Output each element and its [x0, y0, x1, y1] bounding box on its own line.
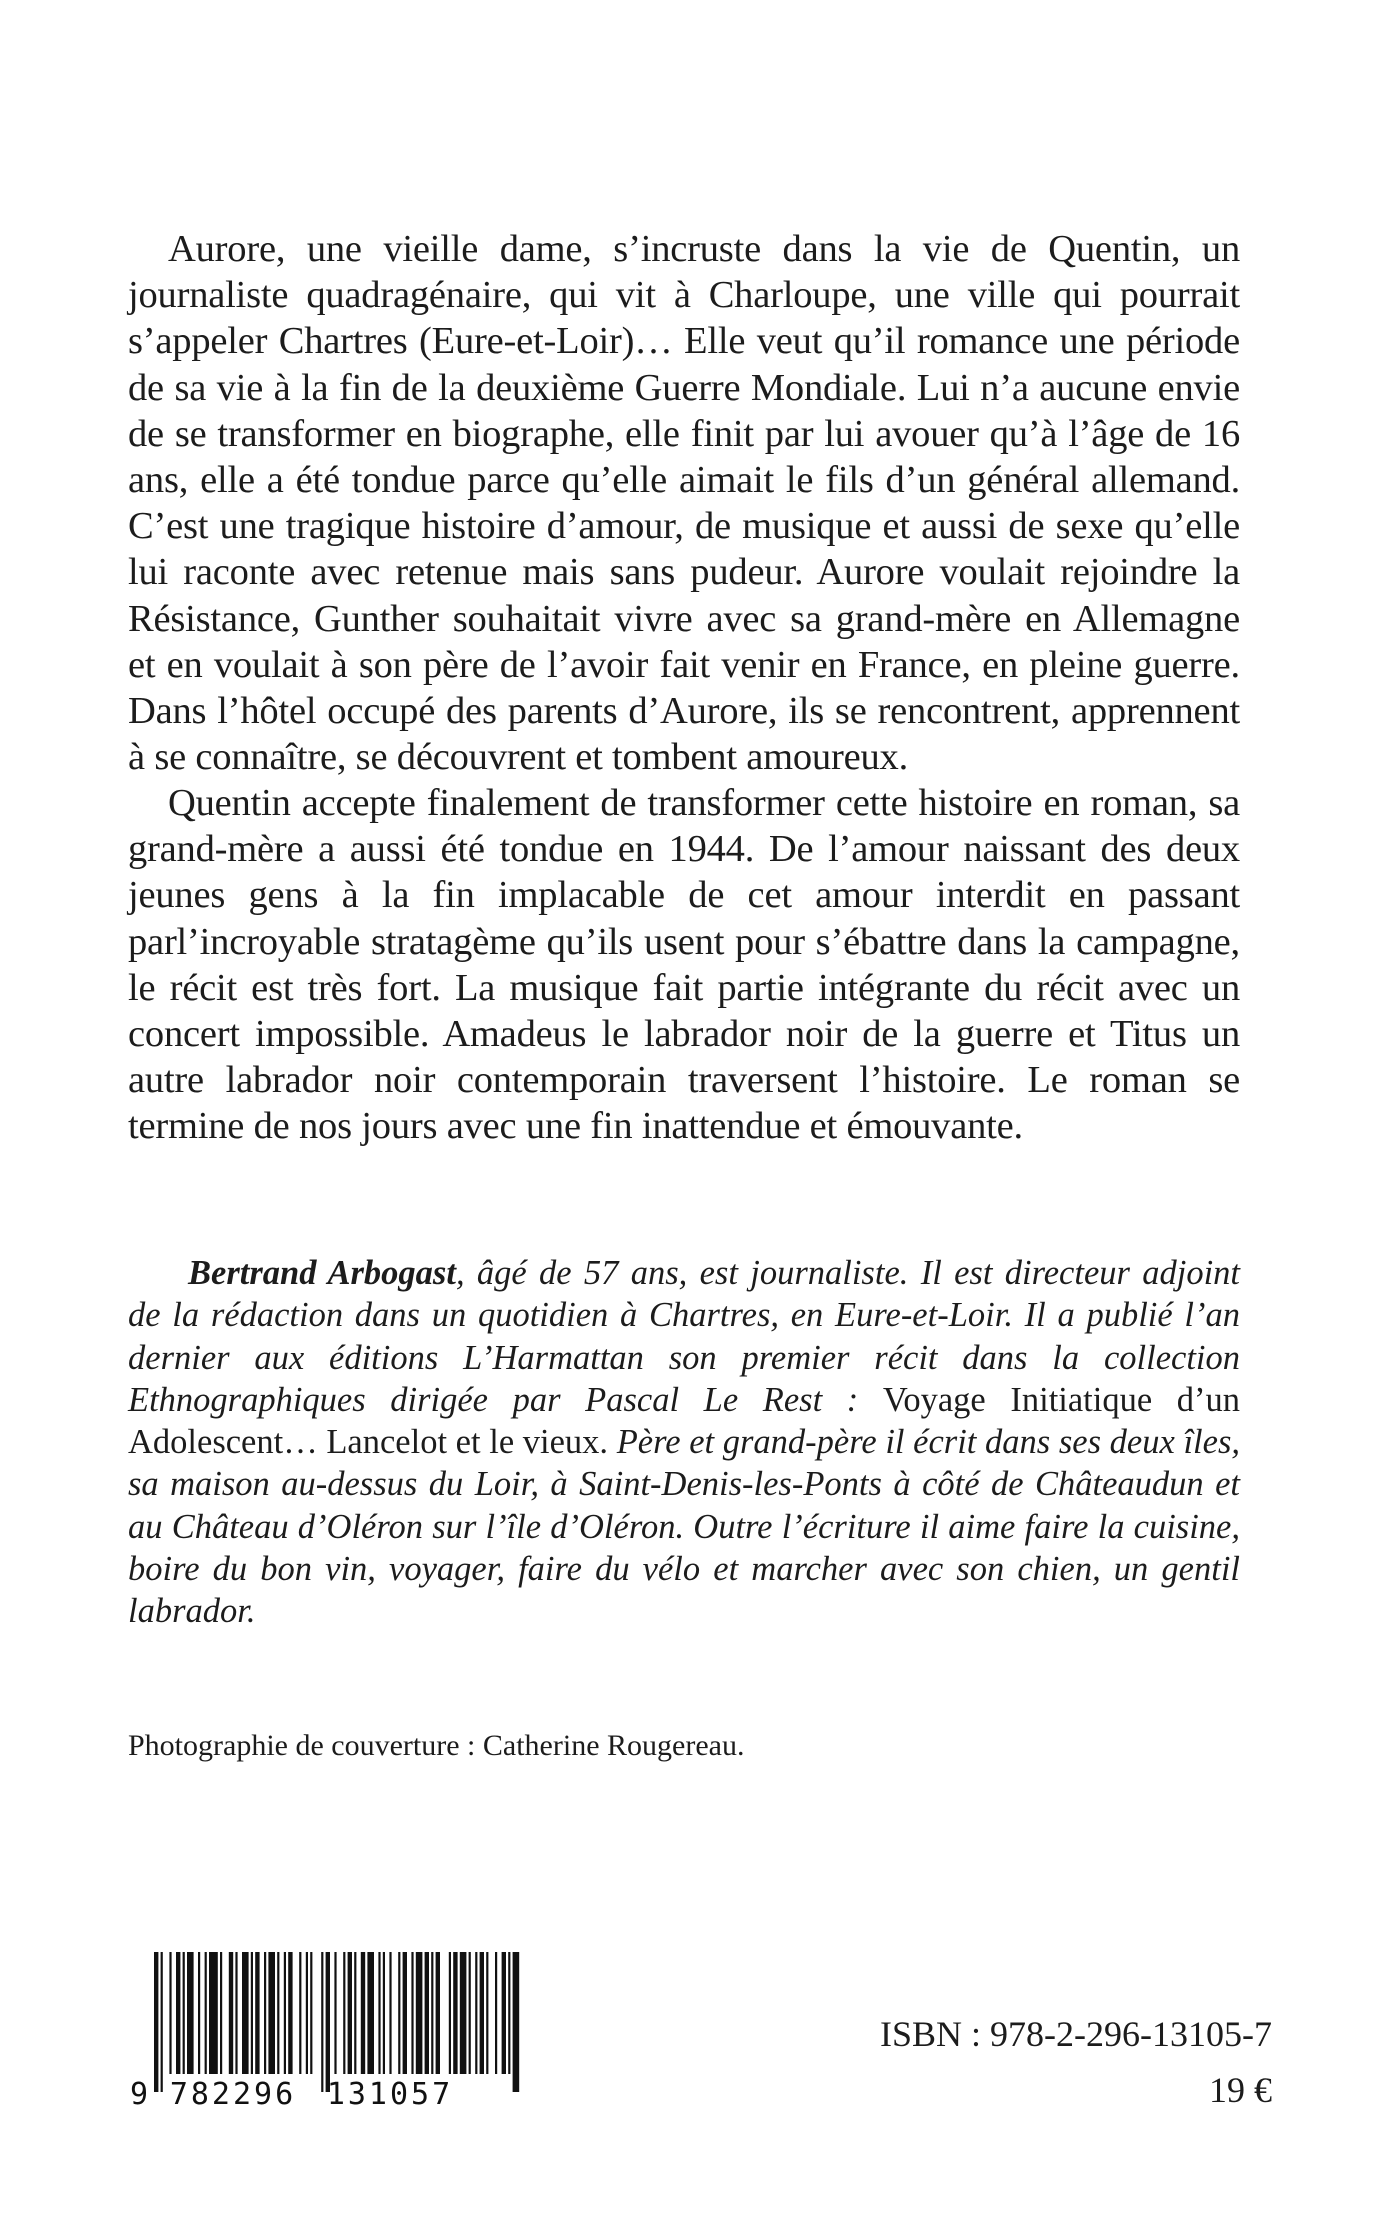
barcode-bar	[513, 1952, 520, 2092]
barcode-bar	[334, 1952, 336, 2074]
photo-credit: Photographie de couverture : Catherine Rougereau.	[128, 1729, 745, 1762]
barcode-bar	[403, 1952, 407, 2074]
barcode-bar	[480, 1952, 484, 2074]
barcode-digits-right: 131057	[326, 2077, 454, 2108]
barcode-bar	[343, 1952, 345, 2074]
barcode-bar	[495, 1952, 497, 2074]
isbn-barcode	[128, 1948, 524, 2108]
barcode-bar	[306, 1952, 308, 2074]
barcode-bar	[176, 1952, 180, 2074]
author-bio-text-2: Père et grand-père il écrit dans ses deux îles, sa maison au-dessus du Loir, à Saint-Denis-les-Ponts à côté de Châteaudun et au Château d’Oléron sur l’île d’Oléron. Outre l’écriture il aime faire la cuisine, boire du bon vin, voyager, faire du vélo et marcher avec son chien, un gentil labrador.	[128, 1423, 1240, 1631]
barcode-bar	[389, 1952, 391, 2074]
isbn-number: ISBN : 978-2-296-13105-7	[880, 2014, 1272, 2054]
barcode-bar	[255, 1952, 259, 2074]
summary-paragraph-1: Aurore, une vieille dame, s’incruste dans la vie de Quentin, un journaliste quadragénaire, qui vit à Charloupe, une ville qui pourrait s’appeler Chartres (Eure-et-Loir)… Elle veut qu’il romance une période de sa vie à la fin de la deuxième Guerre Mondiale. Lui n’a aucune envie de se transformer en biographe, elle finit par lui avouer qu’à l’âge de 16 ans, elle a été tondue parce qu’elle aimait le fils d’un général allemand. C’est une tragique histoire d’amour, de musique et aussi de sexe qu’elle lui raconte avec retenue mais sans pudeur. Aurore voulait rejoindre la Résistance, Gunther souhaitait vivre avec sa grand-mère en Allemagne et en voulait à son père de l’avoir fait venir en France, en pleine guerre. Dans l’hôtel occupé des parents d’Aurore, ils se rencontrent, apprennent à se connaître, se découvrent et tombent amoureux.	[128, 228, 1240, 779]
barcode-bar	[460, 1952, 467, 2074]
barcode-bar	[187, 1952, 194, 2074]
barcode-bar	[431, 1952, 433, 2074]
barcode-bar	[378, 1952, 380, 2074]
barcode-bar	[354, 1952, 356, 2074]
author-name: Bertrand Arbogast	[188, 1254, 456, 1292]
previous-book-title: Voyage Initiatique d’un Adolescent… Lancelot et le vieux.	[128, 1380, 1241, 1462]
barcode-bar	[284, 1952, 286, 2074]
barcode-bar	[502, 1952, 506, 2074]
barcode-bar	[326, 1952, 330, 2092]
barcode-bar	[242, 1952, 249, 2074]
barcode-bar	[310, 1952, 312, 2074]
barcode-bar	[154, 1952, 158, 2092]
barcode-bar	[161, 1952, 163, 2092]
summary-paragraph-2: Quentin accepte finalement de transformer cette histoire en roman, sa grand-mère a aussi été tondue en 1944. De l’amour naissant des deux jeunes gens à la fin implacable de cet amour interdit en passant parl’incroyable stratagème qu’ils usent pour s’ébattre dans la campagne, le récit est très fort. La musique fait partie intégrante du récit avec un concert impossible. Amadeus le labrador noir de la guerre et Titus un autre labrador noir contemporain traversent l’histoire. Le roman se termine de nos jours avec une fin inattendue et émouvante.	[128, 782, 1240, 1148]
barcode-bar	[220, 1952, 222, 2074]
barcode-bar	[453, 1952, 457, 2074]
barcode-bar	[205, 1952, 207, 2074]
barcode-digit-lead: 9	[130, 2077, 149, 2108]
barcode-bar	[299, 1952, 301, 2074]
barcode-bar	[361, 1952, 365, 2074]
barcode-bar	[425, 1952, 429, 2074]
barcode-bar	[277, 1952, 279, 2074]
barcode-bar	[229, 1952, 233, 2074]
barcode-bar	[475, 1952, 477, 2074]
barcode-bar	[416, 1952, 423, 2074]
barcode-bar	[321, 1952, 323, 2092]
barcode-bar	[469, 1952, 471, 2074]
barcode-bar	[264, 1952, 266, 2074]
author-bio	[128, 1252, 1240, 1633]
barcode-bar	[449, 1952, 451, 2074]
barcode-bar	[169, 1952, 171, 2074]
price: 19 €	[1209, 2070, 1272, 2110]
barcode-bar	[436, 1952, 440, 2074]
barcode-bar	[209, 1952, 218, 2074]
barcode-bar	[288, 1952, 292, 2074]
barcode-bar	[411, 1952, 413, 2074]
barcode-bar	[383, 1952, 385, 2074]
barcode-bar	[367, 1952, 374, 2074]
barcode-bar	[251, 1952, 253, 2074]
barcode-bar	[198, 1952, 200, 2074]
barcode-bar	[183, 1952, 185, 2074]
barcode-bar	[348, 1952, 352, 2074]
author-bio-text-1: , âgé de 57 ans, est journaliste. Il est directeur adjoint de la rédaction dans un quotidien à Chartres, en Eure-et-Loir. Il a publié l’an dernier aux éditions L’Harmattan son premier récit dans la collection Ethnographiques dirigée par Pascal Le Rest :	[128, 1254, 1241, 1419]
barcode-bar	[508, 1952, 510, 2074]
barcode-bar	[235, 1952, 237, 2074]
barcode-bar	[486, 1952, 488, 2074]
barcode-bar	[268, 1952, 275, 2074]
barcode-bar	[398, 1952, 400, 2074]
barcode-digits-left: 782296	[169, 2077, 297, 2108]
